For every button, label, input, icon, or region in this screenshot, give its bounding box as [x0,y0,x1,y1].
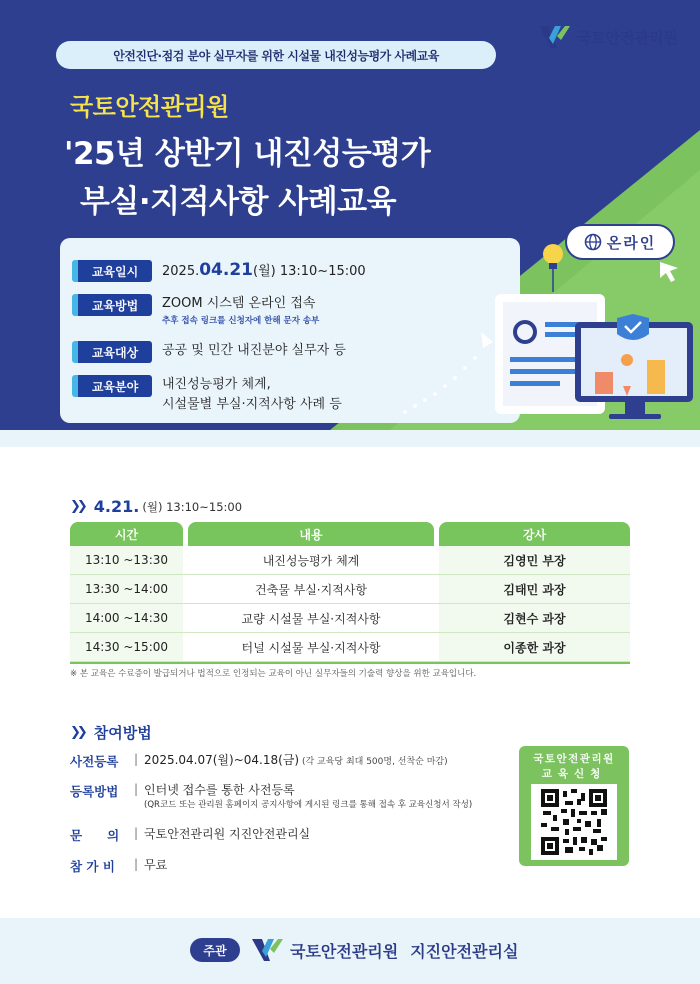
reg-row-preregister: 사전등록 | 2025.04.07(월)~04.18(금) (각 교육당 최대 500명, 선착순 마감) [70,752,448,769]
table-header [70,522,630,546]
info-row-method [72,294,319,328]
double-chevron-icon: ❯❯ [70,725,84,740]
reg-row-inquiry: 문 의 | 국토안전관리원 지진안전관리실 [70,826,311,843]
double-chevron-icon: ❯❯ [70,499,84,514]
online-badge [565,224,675,260]
table-row: 14:00 ~14:30 교량 시설물 부실·지적사항 김현수 과장 [70,604,630,633]
info-tag: 교육분야 [72,375,152,397]
info-tag: 교육방법 [72,294,152,316]
info-row-date [72,260,366,282]
title-line-2: 부실·지적사항 사례교육 [80,184,397,220]
reg-row-fee: 참 가 비 | 무료 [70,857,168,874]
footer-host [190,935,518,965]
reg-row-method: 등록방법 | 인터넷 접수를 통한 사전등록 (QR코드 또는 관리원 홈페이지 공지사항에 게시된 링크를 통해 접속 후 교육신청서 작성) [70,782,473,810]
schedule-time: (월) 13:10~15:00 [142,499,243,514]
globe-icon [584,233,602,251]
title-line-1: '25년 상반기 내진성능평가 [64,136,431,172]
qr-signup-box [519,746,629,866]
footer-dept-name: 지진안전관리실 [410,941,519,961]
qr-code[interactable] [531,784,617,860]
header-instructor: 강사 [439,522,630,546]
logo-text: 국토안전관리원 [576,29,678,47]
schedule-table [70,522,630,664]
info-row-target [72,341,346,363]
info-value: 내진성능평가 체계, 시설물별 부실·지적사항 사례 등 [162,377,342,412]
footer-org-name: 국토안전관리원 [290,941,399,961]
table-row: 13:10 ~13:30 내진성능평가 체계 김영민 부장 [70,546,630,575]
info-value: 공공 및 민간 내진분야 실무자 등 [162,343,346,358]
lightbulb-icon [543,244,563,292]
date-highlight: 04.21 [199,260,253,280]
qr-title-org: 국토안전관리원 [533,753,615,765]
info-tag: 교육일시 [72,260,152,282]
subtitle-pill: 안전진단·점검 분야 실무자를 위한 시설물 내진성능평가 사례교육 [56,41,496,69]
footer [0,918,700,984]
info-tag: 교육대상 [72,341,152,363]
schedule-title [70,497,242,516]
qr-code-icon [541,789,607,855]
header-time: 시간 [70,522,183,546]
info-row-field [72,375,342,415]
table-bottom-border [70,662,630,664]
online-label: 온라인 [606,233,657,252]
schedule-date: 4.21. [93,497,140,516]
header-content: 내용 [188,522,434,546]
table-row: 14:30 ~15:00 터널 시설물 부실·지적사항 이종한 과장 [70,633,630,662]
info-subnote: 추후 접속 링크를 신청자에 한해 문자 송부 [162,316,320,326]
kalis-logo-icon [250,935,284,965]
info-value: 2025.04.21(월) 13:10~15:00 [162,260,366,280]
header-logo [537,22,678,52]
table-row: 13:30 ~14:00 건축물 부실·지적사항 김태민 과장 [70,575,630,604]
kalis-logo-icon [537,22,571,52]
disclaimer-note: ※ 본 교육은 수료증이 발급되거나 법적으로 인정되는 교육이 아닌 실무자들의 기술력 향상을 위한 교육입니다. [70,669,477,679]
qr-title-apply: 교육신청 [541,768,607,780]
host-badge: 주관 [190,938,240,962]
info-value: ZOOM 시스템 온라인 접속 추후 접속 링크를 신청자에 한해 문자 송부 [162,296,320,326]
org-name: 국토안전관리원 [70,93,229,121]
registration-title: ❯❯ 참여방법 [70,724,152,742]
